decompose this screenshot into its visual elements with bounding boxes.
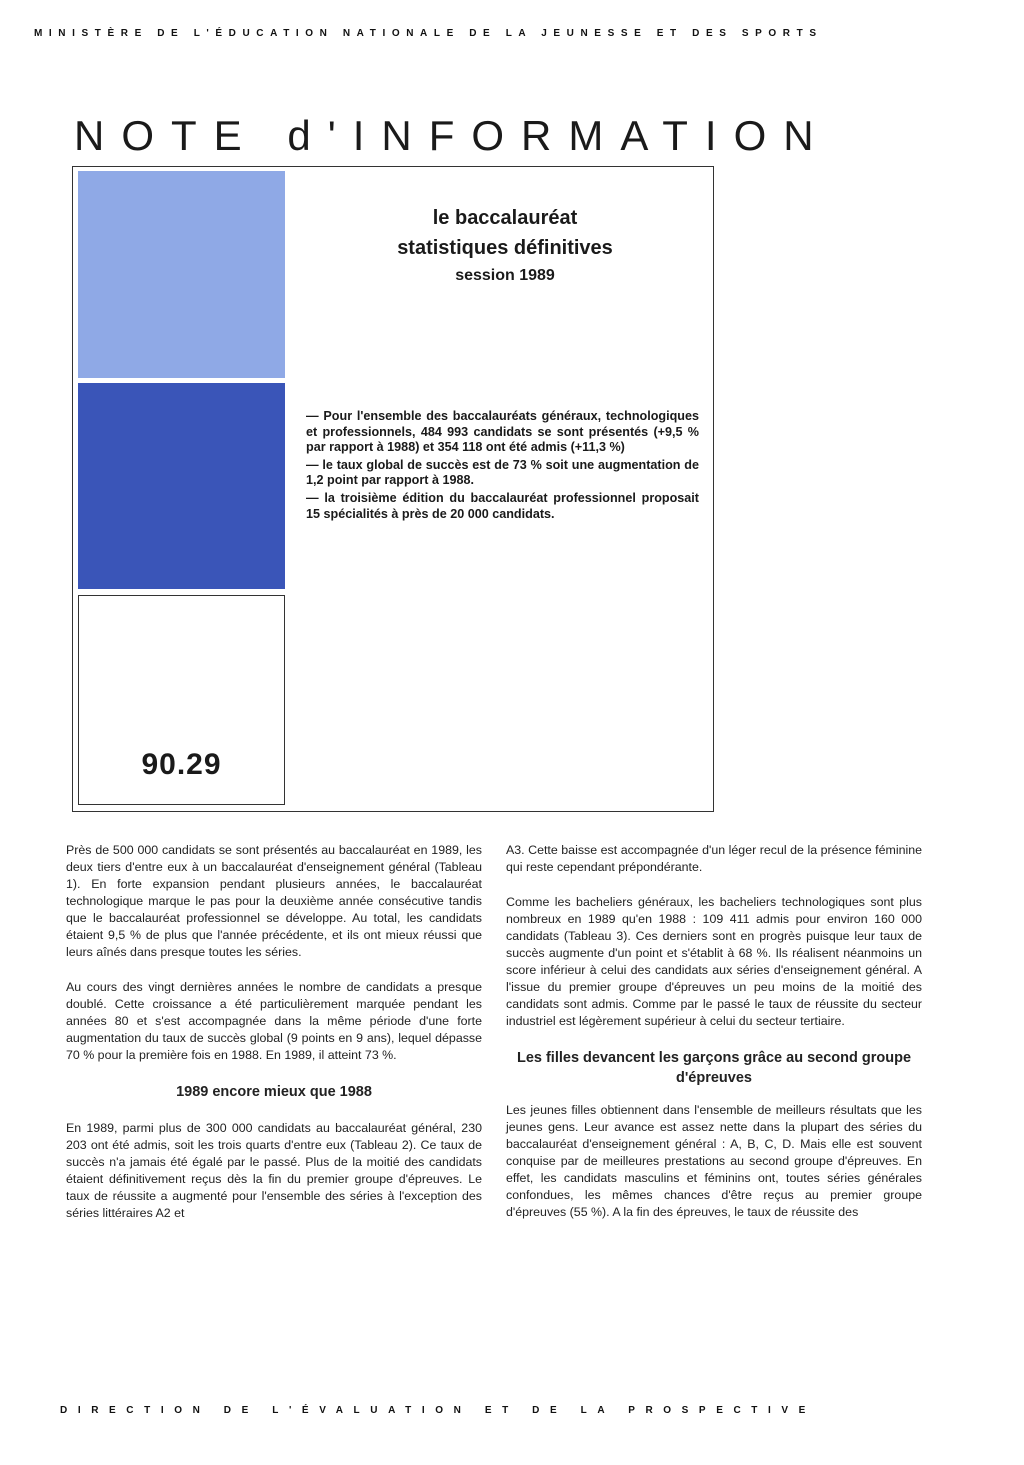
summary-point: — le taux global de succès est de 73 % soit une augmentation de 1,2 point par rapport à 1988. <box>306 457 699 488</box>
left-column <box>66 842 482 1240</box>
ministry-header: MINISTÈRE DE L'ÉDUCATION NATIONALE DE LA JEUNESSE ET DES SPORTS <box>34 28 823 39</box>
headline-line-3: session 1989 <box>455 267 555 284</box>
summary-point: — la troisième édition du baccalauréat professionnel proposait 15 spécialités à près de 20 000 candidats. <box>306 490 699 521</box>
summary-box <box>306 409 699 524</box>
cover-panel <box>72 166 714 812</box>
paragraph: Comme les bacheliers généraux, les bacheliers technologiques sont plus nombreux en 1989 qu'en 1988 : 109 411 admis pour environ 160 000 candidats (Tableau 3). Ces derniers sont en progrès puisque leur taux de succès augmente d'un point et s'établit à 68 %. Ils réalisent néanmoins un score inférieur à celui des candidats aux séries d'enseignement général. A l'issue du premier groupe d'épreuves un peu moins de la moitié des candidats sont admis. Comme par le passé le taux de réussite du secteur industriel est légèrement supérieur à celui du secteur tertiaire. <box>506 895 922 1028</box>
paragraph: Au cours des vingt dernières années le nombre de candidats a presque doublé. Cette croissance a été particulièrement marquée pendant les années 80 et s'est accompagnée dans la même période d'une forte augmentation du taux de succès global (9 points en 9 ans), lequel dépasse 70 % pour la première fois en 1988. En 1989, il atteint 73 %. <box>66 980 482 1062</box>
issue-block <box>78 595 285 805</box>
paragraph: Près de 500 000 candidats se sont présentés au baccalauréat en 1989, les deux tiers d'entre eux à un baccalauréat d'enseignement général (Tableau 1). En forte expansion pendant plusieurs années, le baccalauréat technologique marque le pas pour la deuxième année consécutive tandis que le baccalauréat professionnel se développe. Au total, les candidats étaient 9,5 % de plus que l'année précédente, et ils ont mieux réussi que leurs aînés dans presque toutes les séries. <box>66 843 482 959</box>
headline-line-2: statistiques définitives <box>397 237 613 259</box>
section-heading: 1989 encore mieux que 1988 <box>176 1084 372 1100</box>
light-blue-block <box>78 171 285 378</box>
right-column <box>506 842 922 1239</box>
footer-direction: DIRECTION DE L'ÉVALUATION ET DE LA PROSPECTIVE <box>60 1405 816 1416</box>
section-heading: Les filles devancent les garçons grâce au second groupe d'épreuves <box>516 1050 912 1086</box>
cover-headline <box>325 203 685 289</box>
page-title: NOTE d'INFORMATION <box>74 112 831 159</box>
paragraph: En 1989, parmi plus de 300 000 candidats au baccalauréat général, 230 203 ont été admis, soit les trois quarts d'entre eux (Tableau 2). Ce taux de succès n'a jamais été égalé par le passé. Plus de la moitié des candidats étaient définitivement reçus dès la fin du premier groupe d'épreuves. Le taux de réussite a augmenté pour l'ensemble des séries à l'exception des séries littéraires A2 et <box>66 1121 482 1220</box>
paragraph: Les jeunes filles obtiennent dans l'ensemble de meilleurs résultats que les jeunes gens. Leur avance est assez nette dans la plupart des séries du baccalauréat d'enseignement général : A, B, C, D. Mais elle est souvent conquise par de meilleures prestations au second groupe d'épreuves. En effet, les candidats masculins et féminins ont, toutes séries générales confondues, les mêmes chances d'être reçus au premier groupe d'épreuves (55 %). A la fin des épreuves, le taux de réussite des <box>506 1103 922 1219</box>
headline-line-1: le baccalauréat <box>432 207 578 229</box>
summary-point: — Pour l'ensemble des baccalauréats généraux, technologiques et professionnels, 484 993 candidats se sont présentés (+9,5 % par rapport à 1988) et 354 118 ont été admis (+11,3 %) <box>306 409 699 455</box>
issue-number: 90.29 <box>141 748 222 781</box>
paragraph: A3. Cette baisse est accompagnée d'un léger recul de la présence féminine qui reste cependant prépondérante. <box>506 843 922 874</box>
dark-blue-block <box>78 383 285 589</box>
